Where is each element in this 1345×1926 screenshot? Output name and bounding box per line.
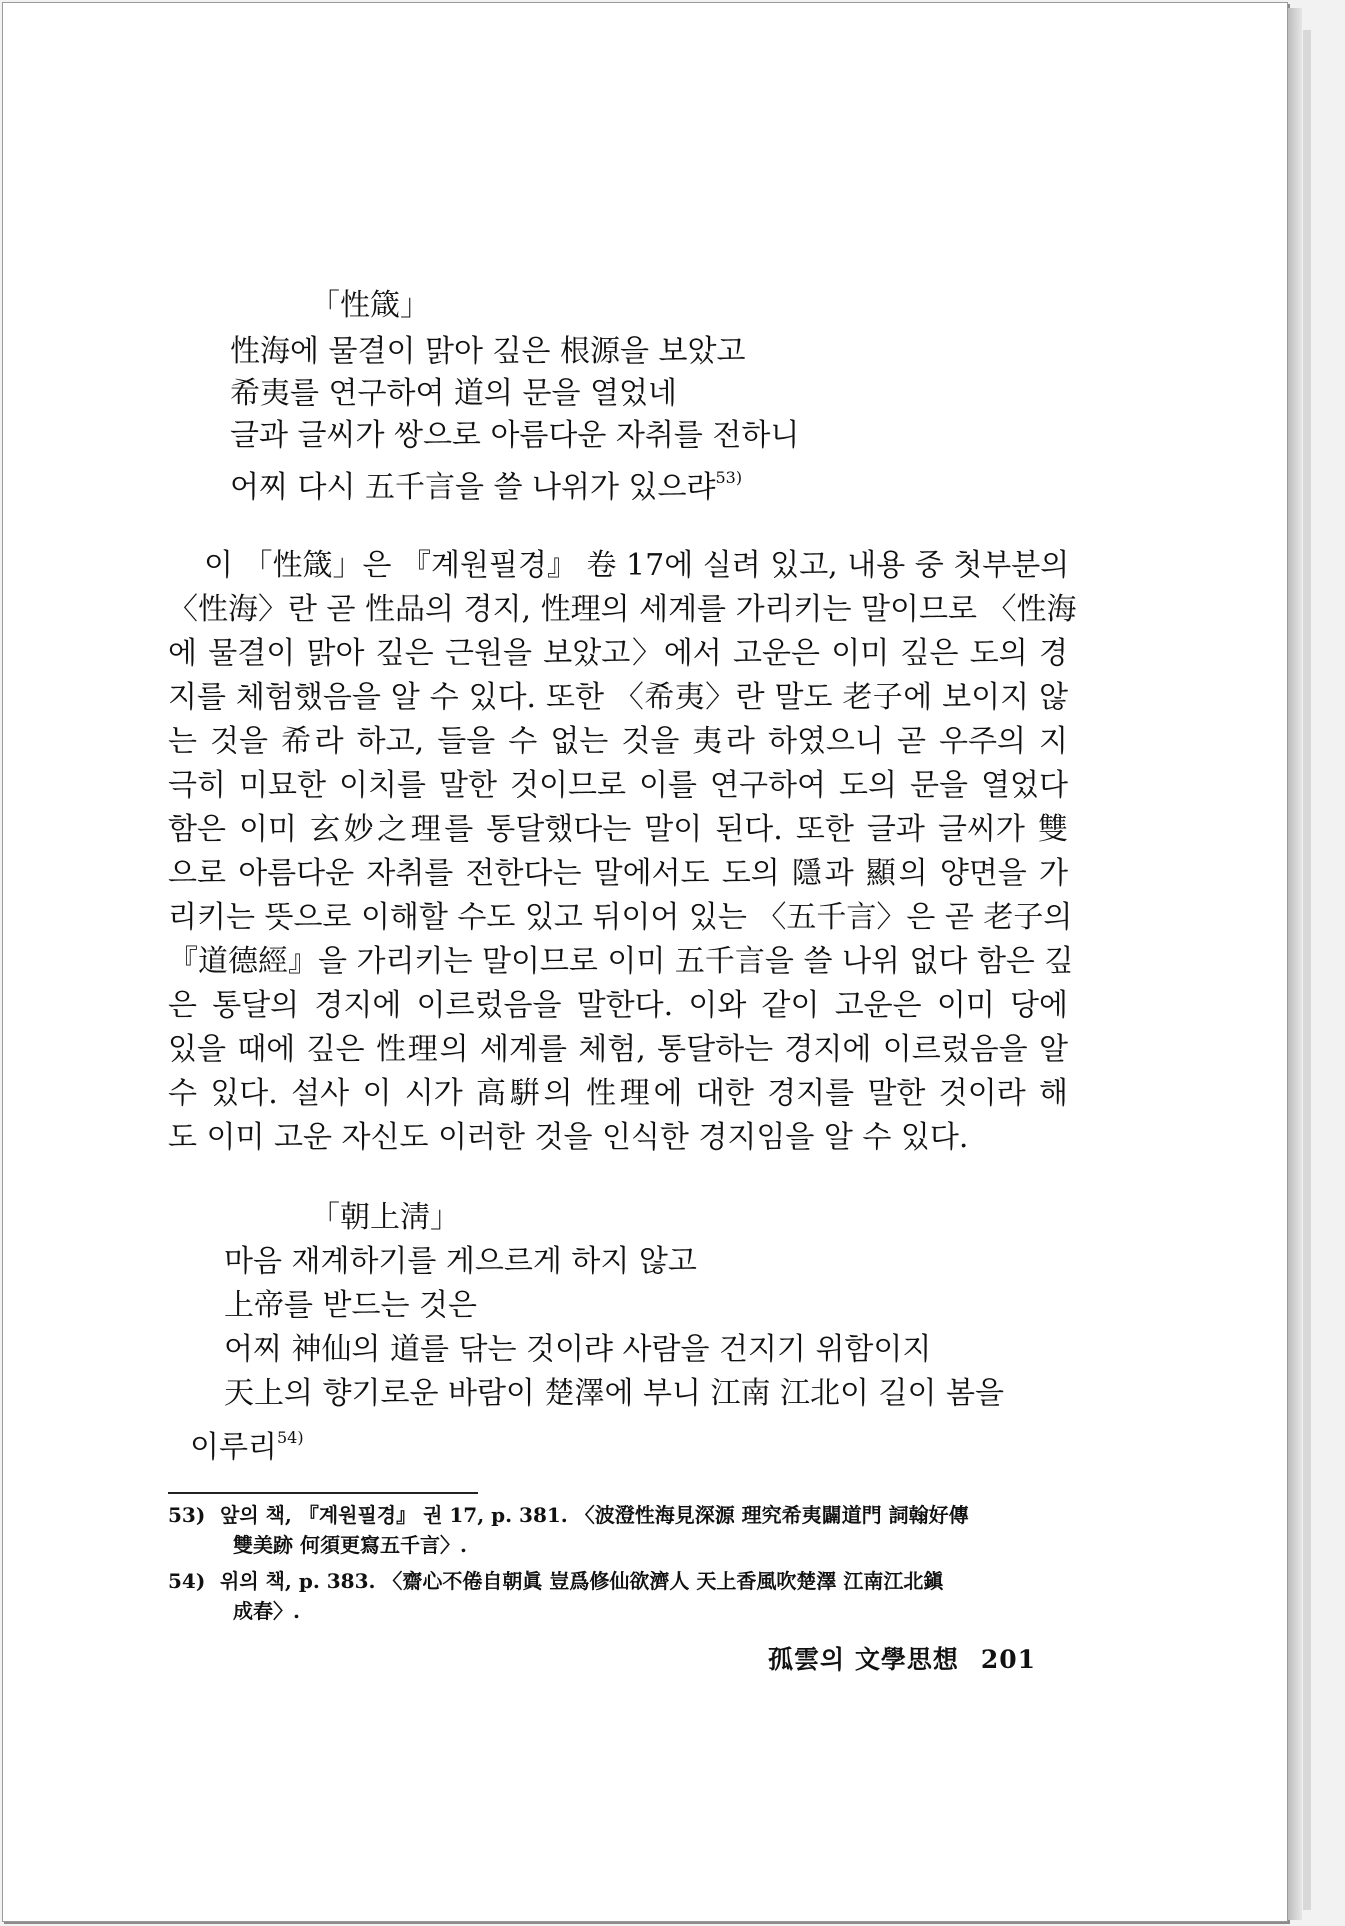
body-paragraph (168, 544, 1077, 1160)
paragraph-line: 『道德經』을 가리키는 말이므로 이미 五千言을 쓸 나위 없다 함은 깊 (168, 944, 1074, 979)
paragraph-line: 지를 체험했음을 알 수 있다. 또한 〈希夷〉란 말도 老子에 보이지 않 (168, 680, 1068, 715)
paragraph-line: 이 「性箴」은 『계원필경』 卷 17에 실려 있고, 내용 중 첫부분의 (204, 548, 1070, 583)
footnote-ref-54: 54) (276, 1428, 304, 1447)
poem2-line-5-text: 이루리 (190, 1430, 277, 1465)
paragraph-line: 은 통달의 경지에 이르렀음을 말한다. 이와 같이 고운은 이미 당에 (168, 988, 1068, 1023)
running-footer-title: 孤雲의 文學思想 (768, 1645, 959, 1674)
footnote-text-cont: 成春〉. (233, 1599, 300, 1623)
poem2-line-3: 어찌 神仙의 道를 닦는 것이랴 사람을 건지기 위함이지 (224, 1332, 932, 1367)
poem2-line-5 (190, 1416, 304, 1470)
paragraph-line: 리키는 뜻으로 이해할 수도 있고 뒤이어 있는 〈五千言〉은 곧 老子의 (168, 900, 1073, 935)
footnote-text-cont: 雙美跡 何須更寫五千言〉. (233, 1533, 467, 1557)
poem1-line-2: 希夷를 연구하여 道의 문을 열었네 (230, 376, 677, 411)
page-number: 201 (980, 1645, 1037, 1674)
paragraph-line: 으로 아름다운 자취를 전한다는 말에서도 도의 隱과 顯의 양면을 가 (168, 856, 1068, 891)
paragraph-line: 함은 이미 玄妙之理를 통달했다는 말이 된다. 또한 글과 글씨가 雙 (168, 812, 1068, 847)
running-footer (768, 1640, 1036, 1676)
paragraph-line: 는 것을 希라 하고, 들을 수 없는 것을 夷라 하였으니 곧 우주의 지 (168, 724, 1068, 759)
poem1-line-3: 글과 글씨가 쌍으로 아름다운 자취를 전하니 (230, 418, 800, 453)
footnote-number: 54) (168, 1569, 206, 1593)
paragraph-line: 도 이미 고운 자신도 이러한 것을 인식한 경지임을 알 수 있다. (168, 1120, 969, 1155)
paragraph-line: 〈性海〉란 곧 性品의 경지, 性理의 세계를 가리키는 말이므로 〈性海 (168, 592, 1077, 627)
footnote-53 (168, 1500, 1068, 1560)
poem1-line-1: 性海에 물결이 맑아 깊은 根源을 보았고 (230, 334, 746, 369)
poem2-line-1: 마음 재계하기를 게으르게 하지 않고 (224, 1244, 697, 1279)
poem2-line-4: 天上의 향기로운 바람이 楚澤에 부니 江南 江北이 길이 봄을 (224, 1376, 1004, 1411)
footnote-number: 53) (168, 1503, 206, 1527)
poem1-line-4 (230, 456, 742, 510)
paragraph-line: 극히 미묘한 이치를 말한 것이므로 이를 연구하여 도의 문을 열었다 (168, 768, 1068, 803)
page-edge-inner (1303, 30, 1311, 1910)
paragraph-line: 있을 때에 깊은 性理의 세계를 체험, 통달하는 경지에 이르렀음을 알 (168, 1032, 1068, 1067)
footnote-ref-53: 53) (715, 468, 743, 487)
footnote-divider (168, 1492, 478, 1494)
footnote-54 (168, 1566, 1068, 1626)
paragraph-line: 수 있다. 설사 이 시가 高騈의 性理에 대한 경지를 말한 것이라 해 (168, 1076, 1068, 1111)
poem1-line-4-text: 어찌 다시 五千言을 쓸 나위가 있으랴 (230, 470, 716, 505)
footnote-text: 앞의 책, 『계원필경』 권 17, p. 381. 〈波澄性海見深源 理究希夷闢道門 詞翰好傳 (220, 1503, 969, 1527)
poem1-title: 「性箴」 (310, 288, 430, 323)
poem2-title: 「朝上淸」 (310, 1200, 460, 1235)
paragraph-line: 에 물결이 맑아 깊은 근원을 보았고〉에서 고운은 이미 깊은 도의 경 (168, 636, 1068, 671)
poem2-line-2: 上帝를 받드는 것은 (224, 1288, 477, 1323)
page-edge (1288, 8, 1302, 1920)
footnote-text: 위의 책, p. 383. 〈齋心不倦自朝眞 豈爲修仙欲濟人 天上香風吹楚澤 江南江北鎭 (220, 1569, 944, 1593)
